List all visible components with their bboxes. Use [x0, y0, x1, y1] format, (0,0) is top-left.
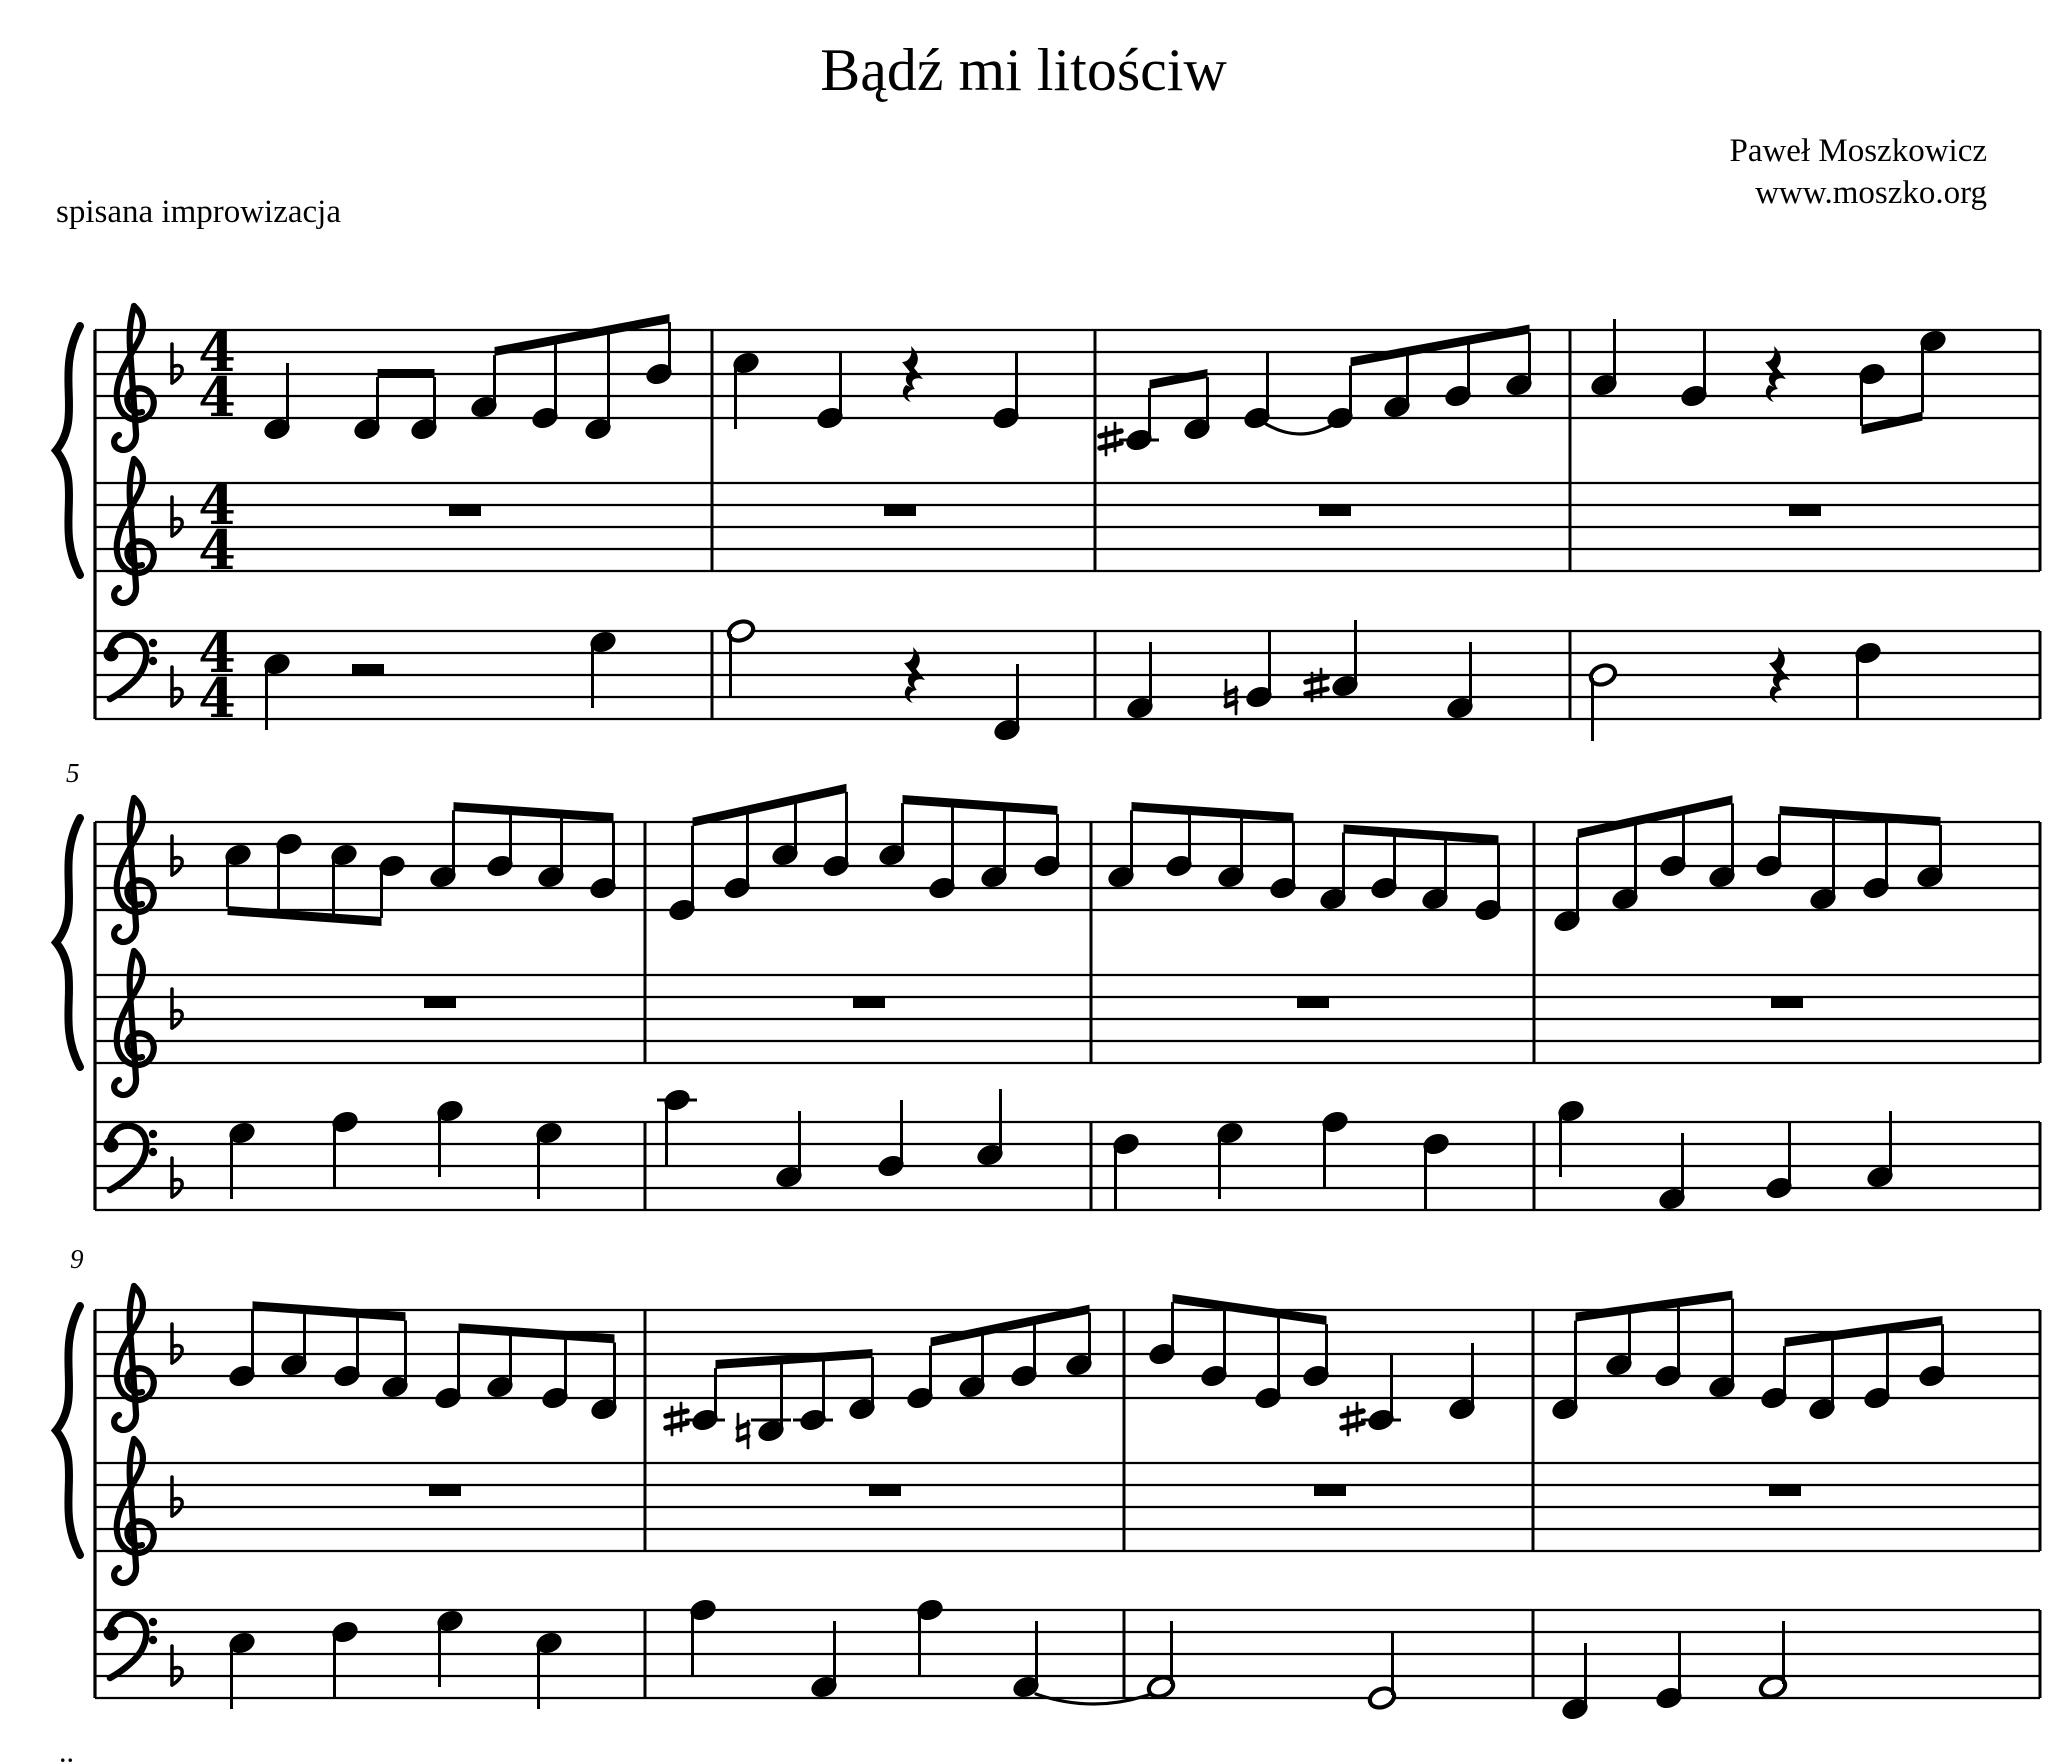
beam: [1132, 802, 1294, 822]
bass-clef-icon: [104, 1614, 158, 1678]
system-brace: [56, 326, 80, 575]
sharp-icon: [1306, 689, 1327, 694]
measure-number-9: 9: [70, 1244, 84, 1274]
sharp-icon: [1342, 1411, 1363, 1416]
time-signature: 4: [198, 621, 236, 685]
sharp-icon: [666, 1423, 687, 1428]
cut-off-bottom-text-fragment: ..: [60, 1742, 75, 1764]
system-brace: [56, 818, 80, 1067]
half-rest: [352, 664, 384, 675]
whole-rest: [884, 505, 916, 516]
natural-icon: [738, 1436, 748, 1440]
measure-number-5: 5: [66, 758, 80, 788]
natural-icon: [738, 1424, 748, 1428]
treble-clef-icon: [114, 951, 154, 1095]
composer-name: Paweł Moszkowicz: [1729, 133, 1987, 169]
whole-rest: [1314, 1485, 1346, 1496]
beam: [454, 802, 614, 822]
whole-rest: [853, 997, 885, 1008]
beam: [1576, 1291, 1733, 1322]
beam: [459, 1323, 615, 1343]
beam: [253, 1301, 406, 1321]
bass-clef-icon: [104, 1126, 158, 1190]
whole-rest: [429, 1485, 461, 1496]
composer-website: www.moszko.org: [1755, 175, 1987, 212]
beam: [693, 784, 847, 827]
treble-clef-icon: [114, 459, 154, 603]
beam: [378, 369, 435, 378]
time-signature: 4: [198, 518, 236, 582]
treble-clef-icon: [114, 798, 154, 942]
whole-rest: [424, 997, 456, 1008]
beam: [1862, 412, 1923, 434]
whole-rest: [1771, 997, 1803, 1008]
beam: [1578, 795, 1733, 838]
sharp-icon: [1342, 1423, 1363, 1428]
time-signature: 4: [198, 473, 236, 537]
tie: [1266, 424, 1334, 434]
whole-rest: [1319, 505, 1351, 516]
composer-block: [1729, 130, 1987, 214]
treble-clef-icon: [114, 1286, 154, 1430]
treble-clef-icon: [114, 1439, 154, 1583]
beam: [1344, 824, 1499, 844]
natural-icon: [1226, 702, 1236, 706]
sharp-icon: [1100, 431, 1121, 436]
beam: [495, 314, 670, 356]
natural-icon: [1226, 690, 1236, 694]
sharp-icon: [666, 1411, 687, 1416]
time-signature: 4: [198, 320, 236, 384]
beam: [1150, 369, 1208, 389]
bass-clef-icon: [104, 635, 158, 699]
whole-rest: [1789, 505, 1821, 516]
whole-rest: [1297, 997, 1329, 1008]
treble-clef-icon: [114, 306, 154, 450]
whole-rest: [1769, 1485, 1801, 1496]
time-signature: 4: [198, 666, 236, 730]
sharp-icon: [1100, 443, 1121, 448]
whole-rest: [449, 505, 481, 516]
beam: [716, 1349, 873, 1369]
whole-rest: [869, 1485, 901, 1496]
subtitle-left: spisana improwizacja: [56, 194, 341, 230]
piece-title: Bądź mi litościw: [820, 37, 1227, 103]
time-signature: 4: [198, 365, 236, 429]
beam: [903, 795, 1058, 815]
sharp-icon: [1306, 677, 1327, 682]
system-brace: [56, 1306, 80, 1555]
